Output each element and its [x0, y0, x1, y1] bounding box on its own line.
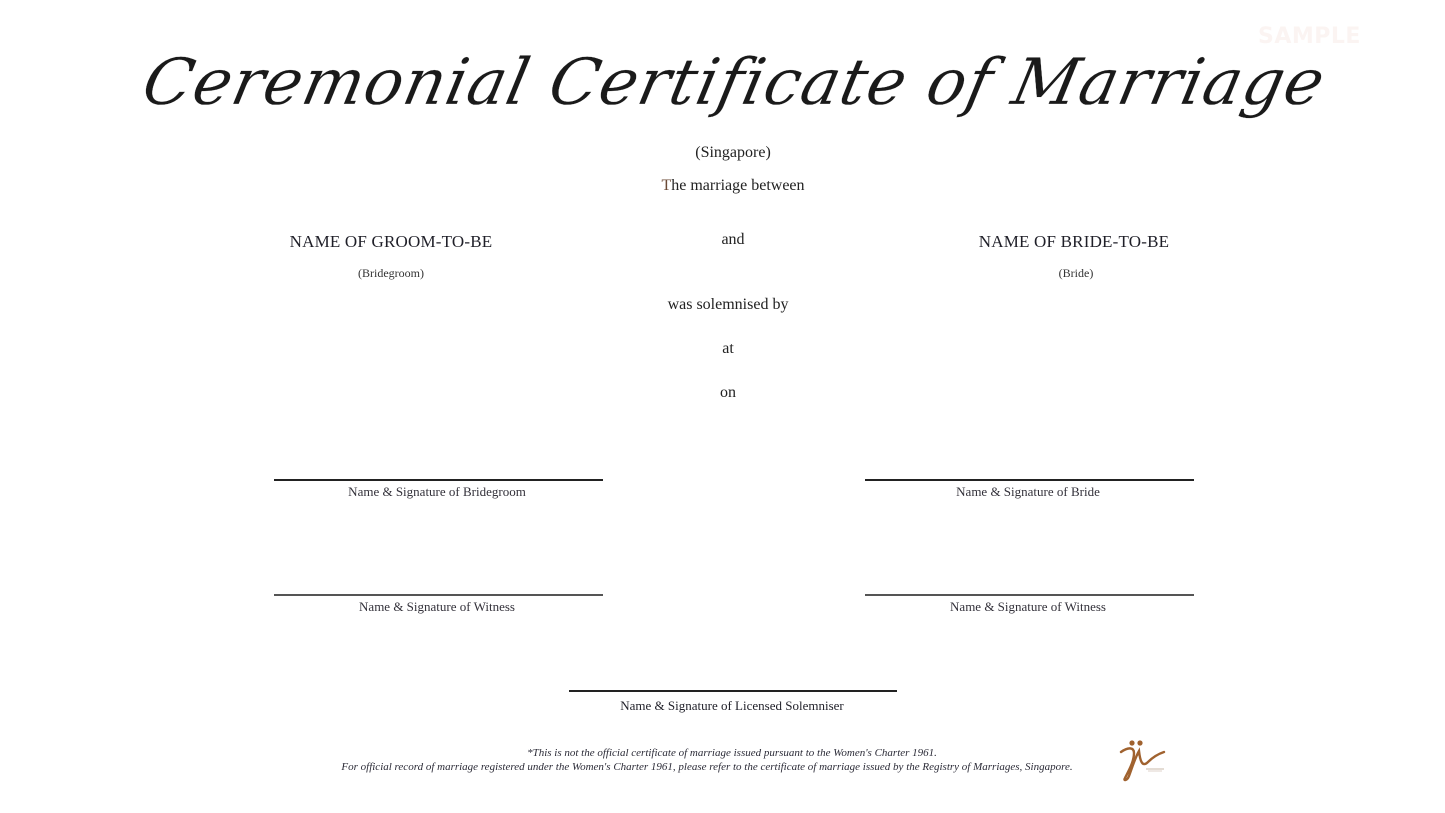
- bride-name: NAME OF BRIDE-TO-BE: [978, 232, 1170, 251]
- solemniser-signature-line: [569, 690, 897, 692]
- intro-rest: he marriage between: [671, 177, 805, 194]
- witness-left-signature-label: Name & Signature of Witness: [359, 599, 515, 614]
- country-label: (Singapore): [695, 144, 771, 161]
- date-label: on: [720, 384, 736, 401]
- bride-role: (Bride): [1058, 266, 1094, 280]
- groom-name: NAME OF GROOM-TO-BE: [289, 232, 493, 251]
- registry-logo-icon: [1118, 738, 1168, 782]
- sample-watermark: SAMPLE: [1258, 24, 1361, 49]
- solemniser-signature-label: Name & Signature of Licensed Solemniser: [620, 698, 844, 713]
- connector-and: and: [721, 231, 745, 248]
- venue-label: at: [722, 340, 734, 357]
- intro-text: [661, 177, 804, 195]
- witness-right-signature-line: [865, 594, 1194, 596]
- bridegroom-signature-label: Name & Signature of Bridegroom: [348, 484, 526, 499]
- bride-signature-line: [865, 479, 1194, 481]
- disclaimer-line-2: For official record of marriage registered under the Women's Charter 1961, please refer to the certificate of marriage issued by the Registry of Marriages, Singapore.: [341, 761, 1073, 773]
- witness-right-signature-label: Name & Signature of Witness: [950, 599, 1106, 614]
- solemnised-by-label: was solemnised by: [667, 296, 789, 313]
- disclaimer-line-1: *This is not the official certificate of marriage issued pursuant to the Women's Charter 1961.: [527, 747, 937, 759]
- certificate-title: Ceremonial Certificate of Marriage: [136, 46, 1332, 120]
- bride-signature-label: Name & Signature of Bride: [956, 484, 1100, 499]
- groom-role: (Bridegroom): [358, 266, 424, 280]
- bridegroom-signature-line: [274, 479, 603, 481]
- witness-left-signature-line: [274, 594, 603, 596]
- intro-initial: T: [661, 177, 672, 194]
